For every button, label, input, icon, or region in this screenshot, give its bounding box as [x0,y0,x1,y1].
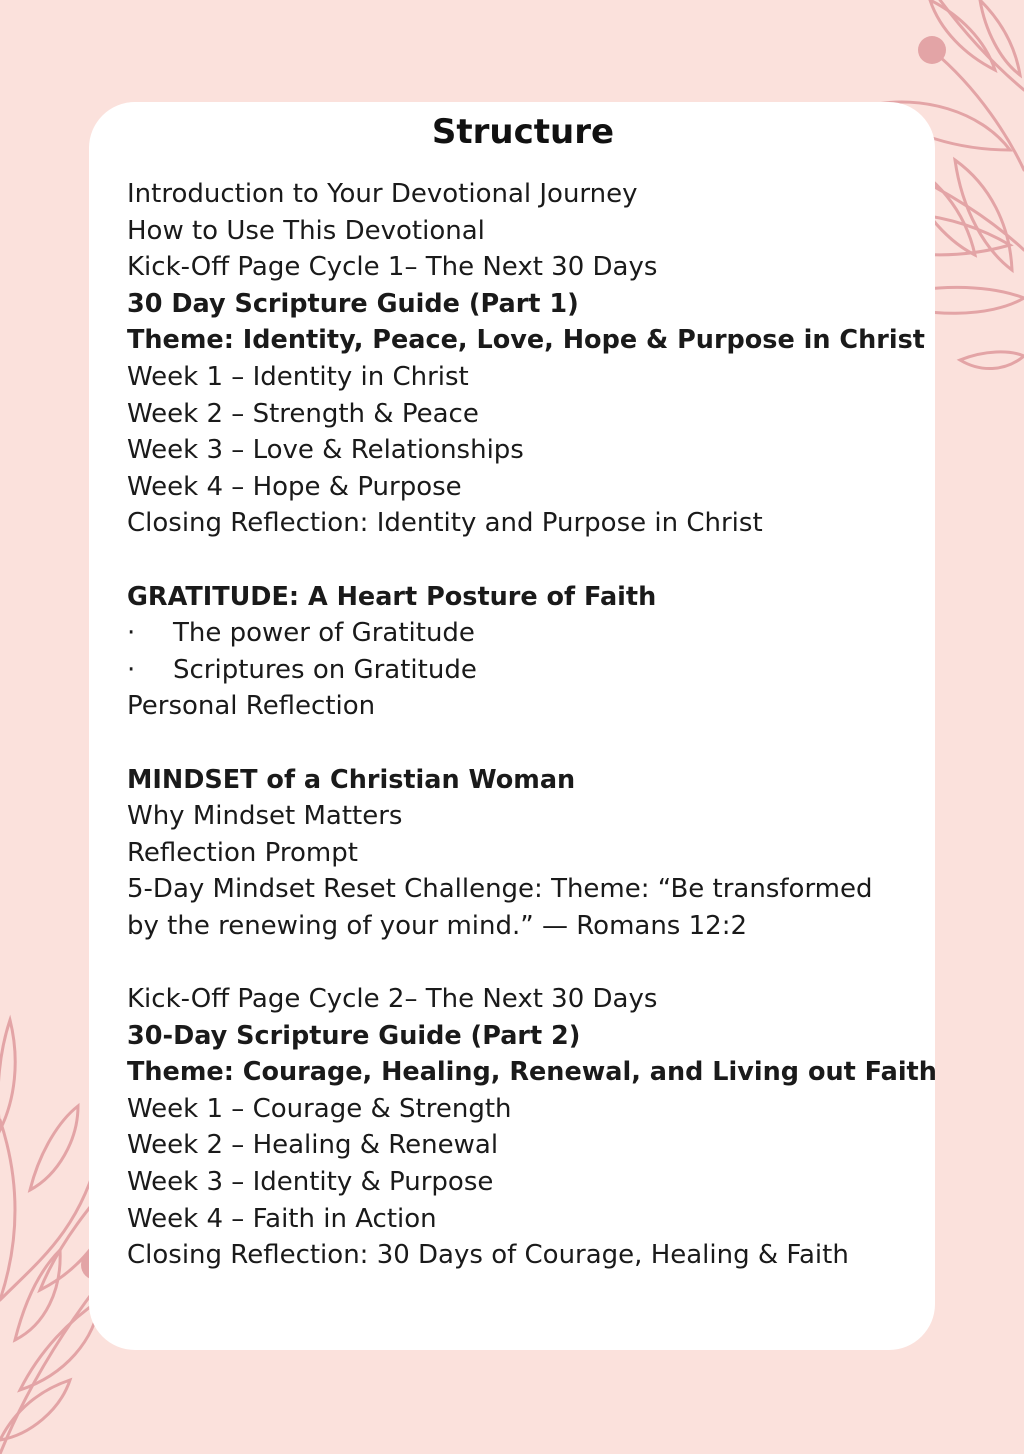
list-item: Week 4 – Hope & Purpose [127,471,462,502]
list-item: Introduction to Your Devotional Journey [127,179,638,209]
list-item: Personal Reflection [127,691,376,722]
list-item: Week 4 – Faith in Action [127,1203,437,1234]
structure-list [127,176,937,1274]
list-item: Week 1 – Identity in Christ [127,361,469,392]
section-theme: Theme: Identity, Peace, Love, Hope & Purpose in Christ [127,325,925,356]
list-item: Closing Reflection: 30 Days of Courage, Healing & Faith [127,1240,849,1271]
section-heading: MINDSET of a Christian Woman [127,764,576,795]
list-item: Week 2 – Healing & Renewal [127,1130,499,1161]
bullet-text: Scriptures on Gratitude [173,654,477,685]
spacer [127,542,907,579]
list-item: 5-Day Mindset Reset Challenge: Theme: “Be transformed by the renewing of your mind.” — Romans 12:2 [127,874,873,941]
list-item: Week 2 – Strength & Peace [127,398,479,429]
bullet-item [127,652,907,689]
list-item: Week 1 – Courage & Strength [127,1093,512,1124]
section-theme: Theme: Courage, Healing, Renewal, and Living out Faith [127,1057,937,1088]
spacer [127,725,907,762]
list-item: Closing Reflection: Identity and Purpose in Christ [127,508,763,539]
list-item: Why Mindset Matters [127,801,403,832]
section-heading: 30 Day Scripture Guide (Part 1) [127,288,579,319]
bullet-glyph: · [127,654,136,685]
list-item: Reflection Prompt [127,837,358,868]
list-item: Week 3 – Love & Relationships [127,435,524,466]
list-item: Kick-Off Page Cycle 2– The Next 30 Days [127,984,658,1015]
section-heading: GRATITUDE: A Heart Posture of Faith [127,581,657,612]
list-item: Kick-Off Page Cycle 1– The Next 30 Days [127,252,658,283]
page-title: Structure [431,112,615,152]
bullet-text: The power of Gratitude [173,618,475,649]
bullet-item [127,615,907,652]
list-item: How to Use This Devotional [127,215,485,246]
spacer [127,944,907,981]
bullet-glyph: · [127,618,136,649]
list-item: Week 3 – Identity & Purpose [127,1167,494,1198]
section-heading: 30-Day Scripture Guide (Part 2) [127,1020,581,1051]
